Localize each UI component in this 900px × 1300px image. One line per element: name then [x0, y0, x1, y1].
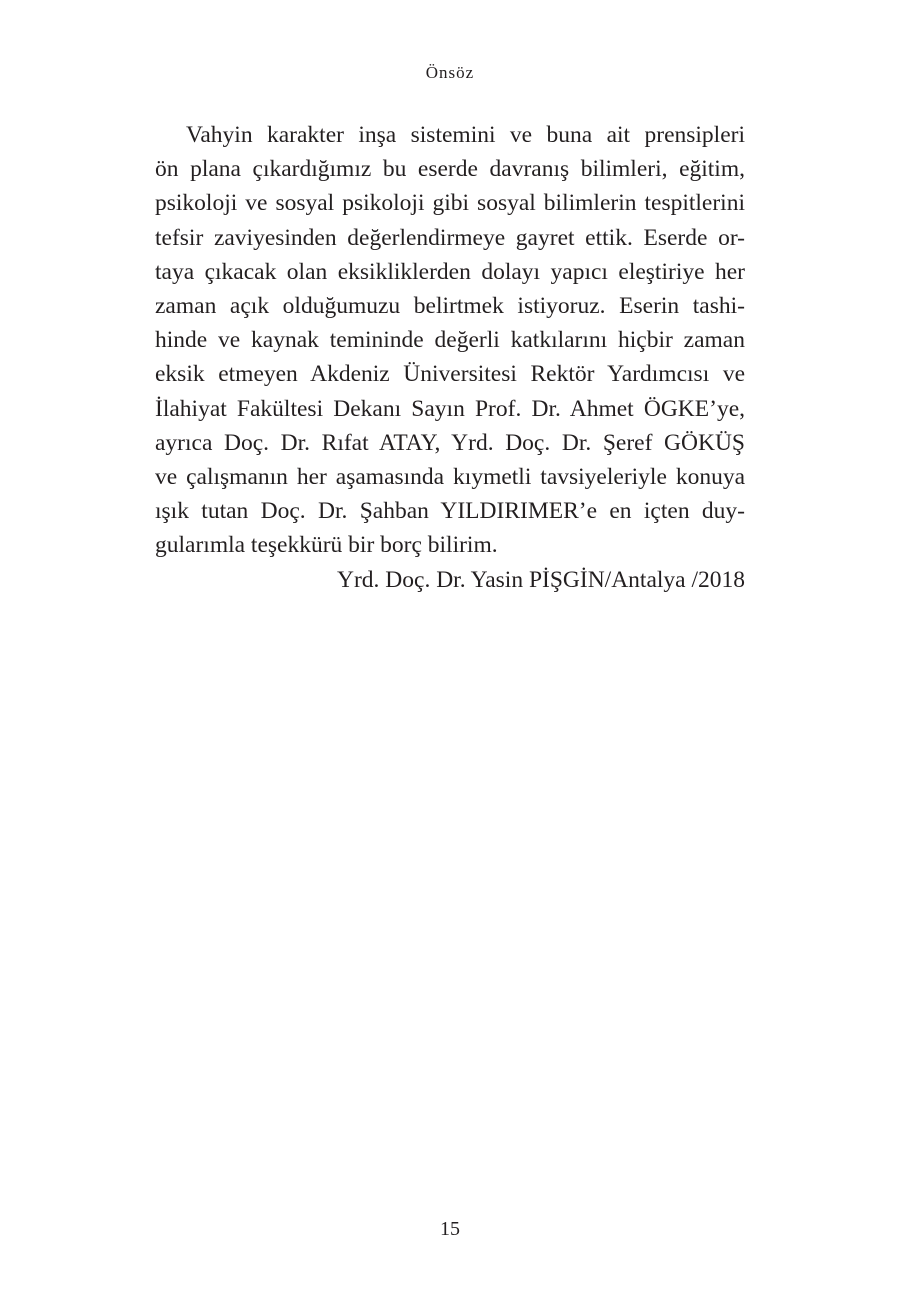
text-line: ön plana çıkardığımız bu eserde davranış bilimleri, eğitim, [155, 156, 745, 183]
text-line: tefsir zaviyesinden değerlendirmeye gayret ettik. Eserde or- [155, 224, 745, 251]
running-header: Önsöz [425, 63, 475, 82]
page-number: 15 [440, 1218, 460, 1240]
text-line: ayrıca Doç. Dr. Rıfat ATAY, Yrd. Doç. Dr. Şeref GÖKÜŞ [155, 429, 745, 456]
text-line: eksik etmeyen Akdeniz Üniversitesi Rektör Yardımcısı ve [155, 361, 745, 388]
text-line: taya çıkacak olan eksikliklerden dolayı yapıcı eleştiriye her [155, 258, 745, 285]
author-signature: Yrd. Doç. Dr. Yasin PİŞGİN/Antalya /2018 [337, 566, 745, 593]
text-line: zaman açık olduğumuzu belirtmek istiyoruz. Eserin tashi- [155, 293, 745, 320]
text-line: hinde ve kaynak temininde değerli katkılarını hiçbir zaman [155, 327, 745, 354]
text-line: İlahiyat Fakültesi Dekanı Sayın Prof. Dr. Ahmet ÖGKE’ye, [155, 395, 745, 422]
text-line: psikoloji ve sosyal psikoloji gibi sosyal bilimlerin tespitlerini [155, 190, 745, 217]
text-line: ve çalışmanın her aşamasında kıymetli tavsiyeleriyle konuya [155, 464, 745, 491]
preface-text [155, 118, 745, 597]
text-line: Vahyin karakter inşa sistemini ve buna ait prensipleri [186, 122, 745, 148]
text-line: ışık tutan Doç. Dr. Şahban YILDIRIMER’e en içten duy- [155, 498, 745, 525]
text-line: gularımla teşekkürü bir borç bilirim. [155, 532, 498, 559]
